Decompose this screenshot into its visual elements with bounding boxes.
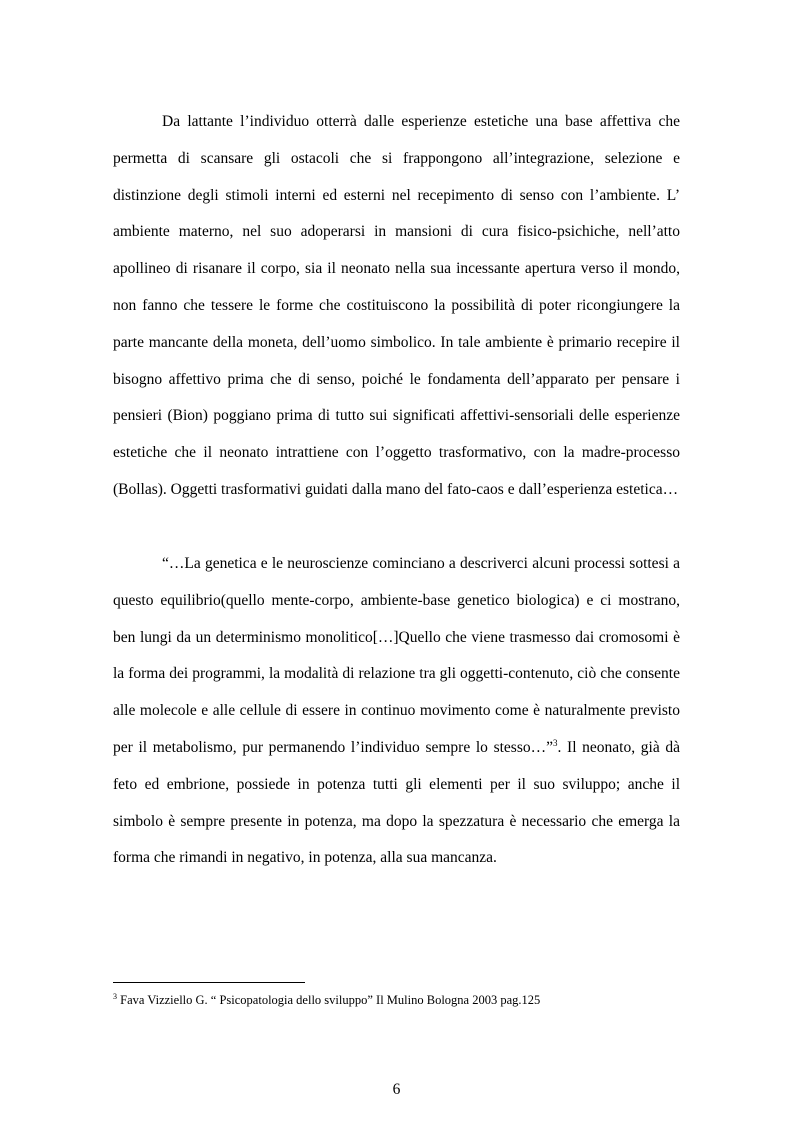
paragraph-text: Da lattante l’individuo otterrà dalle esperienze estetiche una base affettiva che permetta di scansare gli ostacoli che si frappongono all’integrazione, selezione e distinzione degli stimoli interni ed esterni nel recepimento di senso con l’ambiente. L’ ambiente materno, nel suo adoperarsi in mansioni di cura fisico-psichiche, nell’atto apollineo di risanare il corpo, sia il neonato nella sua incessante apertura verso il mondo, non fanno che tessere le forme che costituiscono la possibilità di poter ricongiungere la parte mancante della moneta, dell’uomo simbolico. In tale ambiente è primario recepire il bisogno affettivo prima che di senso, poiché le fondamenta dell’apparato per pensare i pensieri (Bion) poggiano prima di tutto sui significati affettivi-sensoriali delle esperienze estetiche che il neonato intrattiene con l’oggetto trasformativo, con la madre-processo (Bollas). Oggetti trasformativi guidati dalla mano del fato-caos e dall’esperienza estetica… (113, 113, 680, 498)
footnote-separator (113, 982, 305, 983)
footnote-text: Fava Vizziello G. “ Psicopatologia dello sviluppo” Il Mulino Bologna 2003 pag.125 (117, 993, 541, 1007)
footnote-marker: 3 (113, 991, 117, 1001)
paragraph-continuation: . Il neonato, già dà feto ed embrione, possiede in potenza tutti gli elementi per il suo sviluppo; anche il simbolo è sempre presente in potenza, ma dopo la spezzatura è necessario che emerga la forma che rimandi in negativo, in potenza, alla sua mancanza. (113, 738, 680, 867)
paragraph-text (113, 546, 680, 877)
footnote (113, 992, 680, 1008)
body-paragraph-2 (113, 546, 680, 877)
page-number: 6 (392, 1081, 401, 1098)
footnote-reference: 3 (553, 737, 558, 748)
body-paragraph-1 (113, 104, 680, 509)
quoted-passage: “…La genetica e le neuroscienze cominciano a descriverci alcuni processi sottesi a questo equilibrio(quello mente-corpo, ambiente-base genetico biologica) e ci mostrano, ben lungi da un determinismo monolitico[…]Quello che viene trasmesso dai cromosomi è la forma dei programmi, la modalità di relazione tra gli oggetti-contenuto, ciò che consente alle molecole e alle cellule di essere in continuo movimento come è naturalmente previsto per il metabolismo, pur permanendo l’individuo sempre lo stesso…” (113, 555, 680, 756)
